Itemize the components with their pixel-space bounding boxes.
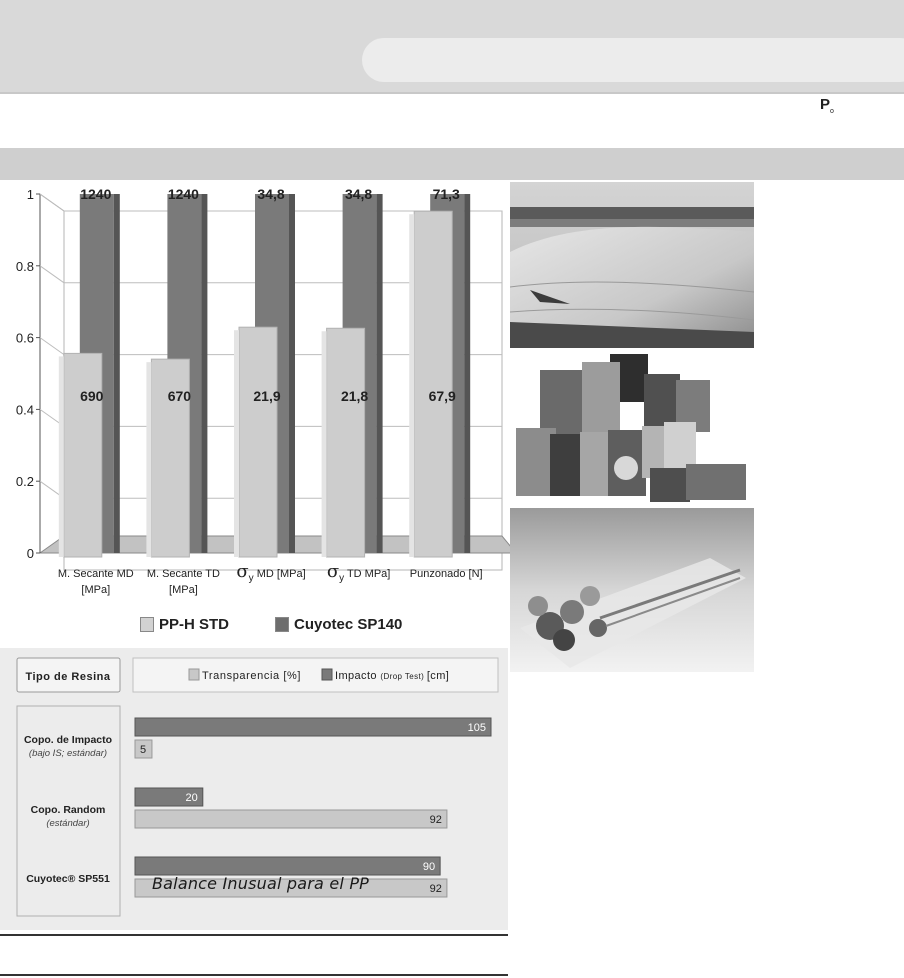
bar-impact-cuyotec-sp551 — [135, 857, 440, 875]
bar-label-impact-cuyotec-sp551: 90 — [422, 861, 436, 873]
bar-label-impact-copo-random: 20 — [185, 792, 198, 804]
header-divider — [0, 92, 904, 94]
resin-name-cuyotec-sp551: Cuyotec® SP551 — [26, 873, 110, 885]
bar-side-pp-h-std-1 — [146, 362, 151, 557]
data-label-cuyotec-sp140-1: 1240 — [167, 186, 199, 202]
legend-item-cuyotec-sp140 — [275, 616, 402, 633]
food-packaging-photo — [514, 352, 750, 504]
divider-rule-upper — [0, 934, 508, 936]
y-tick-label: 0.8 — [15, 258, 34, 274]
bar-label-transparency-cuyotec-sp551: 92 — [429, 883, 442, 895]
y-tick-label: 0.6 — [15, 330, 34, 346]
legend-swatch-pp-h-std — [140, 617, 154, 632]
bar-impact-copo-de-impacto — [135, 718, 491, 736]
data-label-pp-h-std-1: 670 — [167, 388, 192, 404]
legend-label-pp-h-std: PP-H STD — [159, 616, 230, 633]
bar-pp-h-std-4 — [414, 211, 452, 557]
bar-side-cuyotec-sp140-3 — [377, 194, 383, 553]
y-tick-label: 1 — [26, 187, 34, 202]
data-label-cuyotec-sp140-2: 34,8 — [257, 186, 285, 202]
data-label-pp-h-std-3: 21,8 — [340, 388, 369, 404]
data-label-pp-h-std-0: 690 — [80, 388, 104, 404]
bar-pp-h-std-2 — [239, 327, 277, 557]
resin-name-copo-random: Copo. Random — [30, 804, 106, 816]
data-label-pp-h-std-4: 67,9 — [428, 388, 456, 404]
data-label-cuyotec-sp140-0: 1240 — [80, 186, 112, 202]
bar-label-transparency-copo-de-impacto: 5 — [140, 744, 147, 756]
category-label-line2-1: [MPa] — [169, 584, 198, 596]
bar-side-cuyotec-sp140-4 — [464, 194, 470, 553]
category-label-2: σy MD [MPa] — [236, 561, 306, 584]
legend-label-transparency: Transparencia [%] — [202, 670, 302, 682]
category-label-4: Punzonado [N] — [409, 568, 483, 580]
data-label-cuyotec-sp140-4: 71,3 — [432, 186, 460, 202]
legend-label-cuyotec-sp140: Cuyotec SP140 — [294, 616, 403, 633]
category-label-0: M. Secante MD — [57, 568, 134, 580]
balance-annotation: Balance Inusual para el PP — [152, 874, 370, 893]
bar-side-pp-h-std-3 — [322, 331, 327, 557]
properties-bar-chart — [0, 180, 510, 610]
y-tick-label: 0.4 — [15, 402, 34, 418]
bar-side-cuyotec-sp140-2 — [289, 194, 295, 553]
bar-pp-h-std-3 — [327, 328, 365, 557]
header-band — [0, 0, 904, 92]
bar-transparency-copo-random — [135, 810, 447, 828]
data-label-cuyotec-sp140-3: 34,8 — [344, 186, 373, 202]
flower-wrap-photo — [510, 508, 754, 672]
gridline-depth — [40, 194, 64, 211]
resin-name-copo-de-impacto: Copo. de Impacto — [23, 734, 113, 746]
bar-label-impact-copo-de-impacto: 105 — [467, 722, 486, 734]
bar-label-transparency-copo-random: 92 — [429, 814, 442, 826]
bar-side-cuyotec-sp140-0 — [114, 194, 120, 553]
bar-pp-h-std-0 — [64, 353, 102, 557]
bar-side-pp-h-std-2 — [234, 330, 239, 557]
divider-rule-lower — [0, 974, 508, 976]
greenhouse-film-photo — [510, 182, 754, 348]
resin-header-label: Tipo de Resina — [25, 671, 111, 683]
bar-side-cuyotec-sp140-1 — [201, 194, 207, 553]
legend-swatch-cuyotec-sp140 — [275, 617, 289, 632]
corner-logo-mark: $P_o$ — [820, 96, 834, 115]
category-label-line2-0: [MPa] — [81, 584, 111, 596]
gridline-depth — [40, 266, 64, 283]
category-label-1: M. Secante TD — [146, 568, 220, 580]
data-label-pp-h-std-2: 21,9 — [253, 388, 281, 404]
legend-item-pp-h-std — [140, 616, 229, 633]
gridline-depth — [40, 338, 64, 355]
y-tick-label: 0 — [26, 546, 34, 561]
legend-swatch-impact — [322, 669, 332, 680]
legend-label-impact: Impacto (Drop Test) [cm] — [335, 670, 450, 682]
resin-note-copo-random: (estándar) — [46, 818, 90, 829]
bar-side-pp-h-std-4 — [409, 214, 414, 557]
legend-swatch-transparency — [189, 669, 199, 680]
resin-note-copo-de-impacto: (bajo IS; estándar) — [28, 748, 108, 759]
bar-side-pp-h-std-0 — [59, 356, 64, 557]
properties-chart-legend — [140, 616, 402, 633]
header-tab-bar — [362, 38, 904, 82]
category-label-3: σy TD MPa] — [326, 561, 391, 584]
y-tick-label: 0.2 — [15, 474, 34, 490]
section-band — [0, 148, 904, 180]
